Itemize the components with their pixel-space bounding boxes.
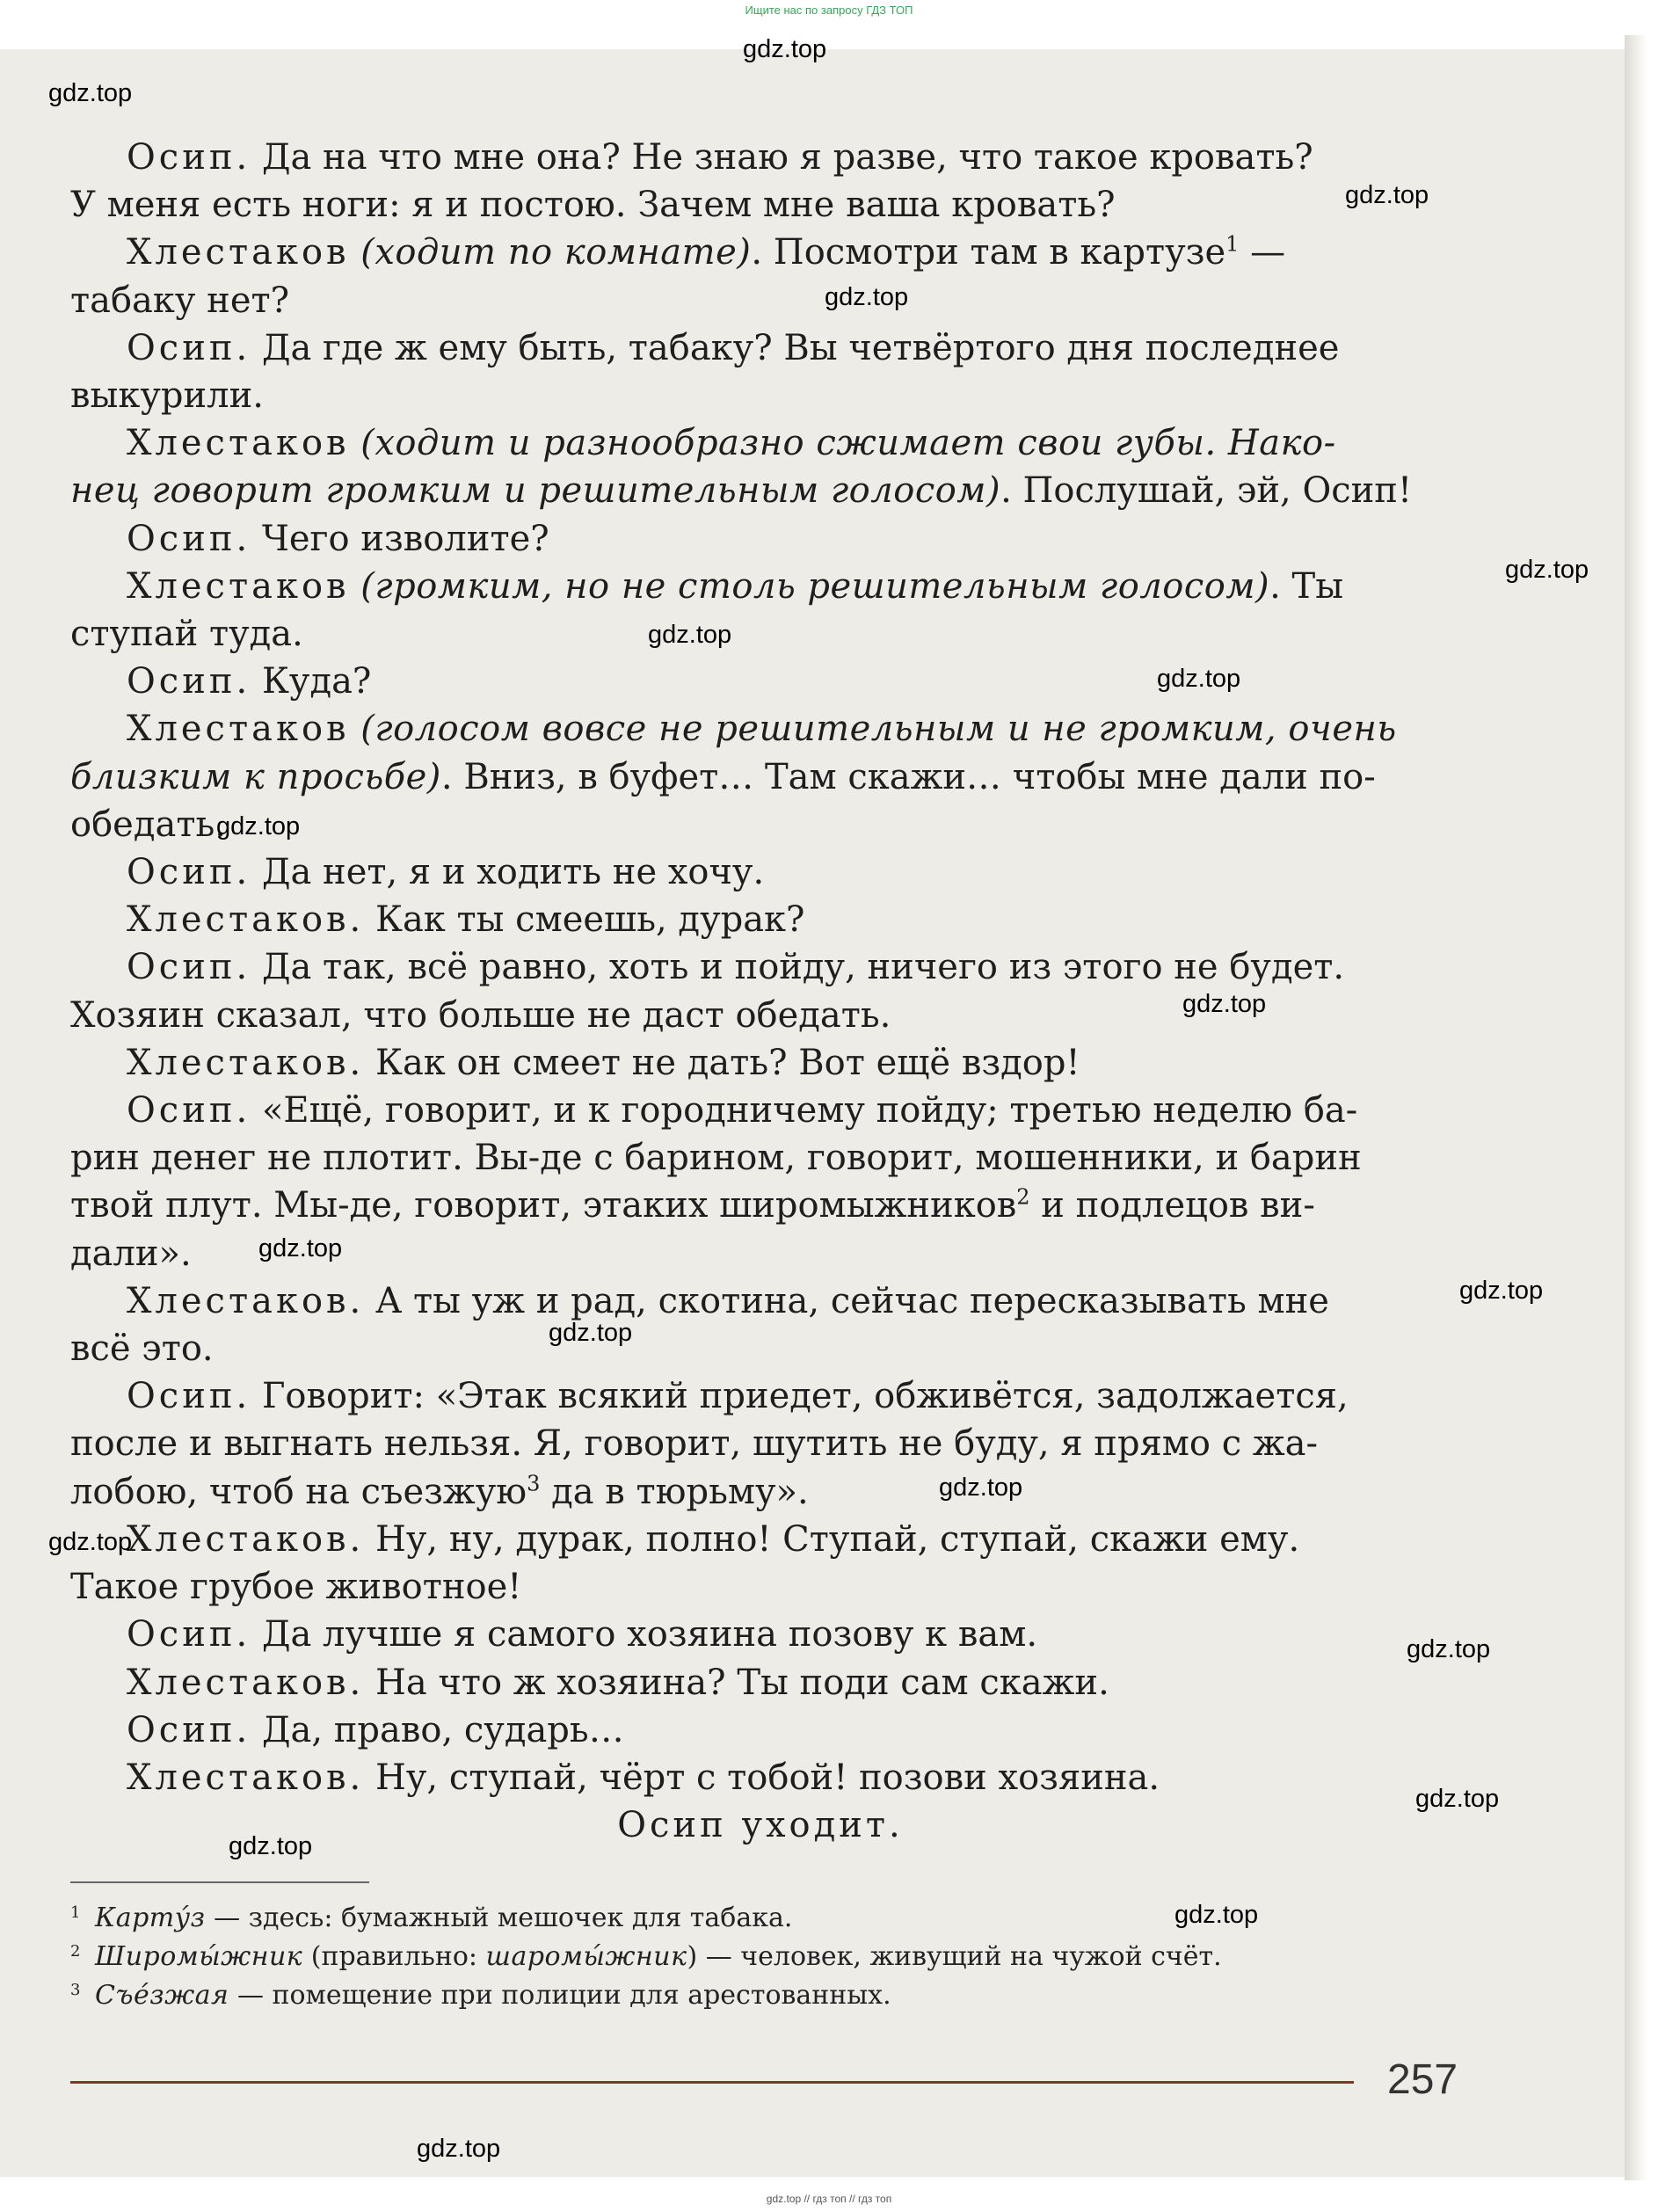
watermark: gdz.top — [825, 283, 909, 311]
speaker-name: Хлестаков. — [127, 1662, 365, 1703]
line-text: рин денег не плотит. Вы-де с барином, говорит, мошенники, и барин — [70, 1138, 1362, 1179]
watermark: gdz.top — [1157, 665, 1241, 693]
footnote-term: Карту́з — [95, 1903, 206, 1933]
line-text: На что ж хозяина? Ты поди сам скажи. — [364, 1662, 1109, 1703]
line-text: всё это. — [70, 1328, 214, 1370]
top-banner: Ищите нас по запросу ГДЗ ТОП — [745, 4, 913, 17]
speaker-name: Осип. — [127, 137, 251, 178]
line-text: Как он смеет не дать? Вот ещё вздор! — [364, 1042, 1080, 1083]
footnote-term: Широмы́жник — [95, 1941, 303, 1972]
text-line — [70, 467, 1451, 514]
text-line — [70, 1420, 1451, 1467]
line-text: Ну, ну, дурак, полно! Ступай, ступай, скажи ему. — [364, 1518, 1300, 1560]
speaker-name: Хлестаков. — [127, 1280, 365, 1321]
speaker-name: Осип. — [127, 1376, 251, 1417]
speaker-name: Хлестаков — [127, 709, 350, 750]
line-text: Ну, ступай, чёрт с тобой! позови хозяина. — [364, 1757, 1160, 1798]
footnote-term: Съе́зжая — [95, 1980, 229, 2011]
line-text: . Посмотри там в картузе — [751, 232, 1226, 273]
watermark: gdz.top — [549, 1319, 633, 1347]
text-line — [70, 1087, 1451, 1134]
speaker-name: Осип. — [127, 661, 251, 702]
text-line — [70, 1372, 1451, 1420]
watermark: gdz.top — [1174, 1901, 1259, 1929]
line-text — [350, 232, 361, 273]
watermark: gdz.top — [417, 2135, 501, 2163]
text-line — [70, 705, 1451, 753]
line-text: . Вниз, в буфет… Там скажи… чтобы мне дали по- — [440, 756, 1376, 797]
text-line — [70, 419, 1451, 467]
watermark: gdz.top — [216, 812, 301, 840]
text-line — [70, 943, 1451, 991]
line-text: Да так, всё равно, хоть и пойду, ничего из этого не будет. — [251, 947, 1345, 988]
line-text: ступай туда. — [70, 614, 303, 655]
line-text: Хозяин сказал, что больше не даст обедать. — [70, 994, 891, 1036]
text-line — [70, 658, 1451, 705]
line-text: дали». — [70, 1233, 192, 1274]
footnote-ref: 1 — [1225, 232, 1240, 258]
watermark: gdz.top — [1407, 1635, 1491, 1663]
line-text: Как ты смеешь, дурак? — [364, 899, 805, 941]
footnote-ref: 2 — [1016, 1185, 1030, 1211]
speaker-name: Осип. — [127, 852, 251, 893]
line-text: Осип уходит. — [617, 1805, 904, 1846]
line-text: Такое грубое животное! — [70, 1567, 522, 1608]
line-text: да в тюрьму». — [540, 1471, 809, 1512]
line-text: твой плут. Мы-де, говорит, этаких широмыжников — [70, 1185, 1017, 1226]
line-text — [350, 709, 361, 749]
text-line — [70, 1563, 1451, 1611]
text-line — [70, 1134, 1451, 1182]
footnote — [70, 1976, 1389, 2015]
speaker-name: Хлестаков. — [127, 899, 365, 941]
speaker-name: Осип. — [127, 327, 251, 368]
stage-remark: (громким, но не столь решительным голосом) — [360, 565, 1270, 607]
watermark: gdz.top — [1505, 556, 1589, 584]
footnote-rule — [70, 1881, 369, 1883]
line-text: . Ты — [1269, 565, 1344, 607]
text-line — [70, 324, 1451, 372]
line-text: обедать. — [70, 804, 226, 845]
line-text: после и выгнать нельзя. Я, говорит, шутить не буду, я прямо с жа- — [70, 1423, 1318, 1465]
watermark: gdz.top — [1345, 181, 1429, 209]
watermark: gdz.top — [743, 35, 827, 63]
footnote-text: — здесь: бумажный мешочек для табака. — [205, 1903, 793, 1933]
stage-remark: (ходит и разнообразно сжимает свои губы. Нако- — [360, 423, 1336, 464]
text-line — [70, 1039, 1451, 1087]
line-text — [350, 566, 361, 607]
line-text: Да на что мне она? Не знаю я разве, что такое кровать? — [251, 137, 1313, 178]
text-line — [70, 1468, 1451, 1516]
line-text: Да нет, я и ходить не хочу. — [251, 852, 765, 893]
text-line — [70, 753, 1451, 801]
footnote-number: 2 — [70, 1942, 81, 1961]
text-line — [70, 1277, 1451, 1325]
line-text: табаку нет? — [70, 280, 290, 321]
bottom-rule — [70, 2081, 1354, 2084]
text-line — [70, 1325, 1451, 1372]
speaker-name: Хлестаков. — [127, 1518, 365, 1560]
watermark: gdz.top — [939, 1473, 1023, 1502]
footnote-number: 1 — [70, 1903, 81, 1922]
text-line — [70, 1659, 1451, 1706]
text-line — [70, 1611, 1451, 1658]
text-line — [70, 610, 1451, 658]
text-line — [70, 181, 1451, 229]
line-text: Куда? — [251, 661, 372, 702]
stage-remark: (ходит по комнате) — [360, 232, 752, 273]
speaker-name: Осип. — [127, 1090, 251, 1131]
text-line — [70, 1182, 1451, 1229]
page-number: 257 — [1387, 2056, 1458, 2103]
stage-remark: нец говорит громким и решительным голосом) — [70, 470, 1001, 512]
line-text — [350, 423, 361, 463]
watermark: gdz.top — [1459, 1277, 1544, 1305]
speaker-name: Хлестаков — [127, 423, 350, 464]
text-line — [70, 277, 1451, 324]
footnote-text: — помещение при полиции для арестованных. — [229, 1980, 891, 2011]
line-text: Да, право, сударь… — [251, 1709, 624, 1750]
text-line — [70, 1706, 1451, 1754]
line-text: выкурили. — [70, 375, 264, 417]
bottom-banner: gdz.top // гдз топ // гдз топ — [766, 2193, 892, 2205]
text-line — [70, 563, 1451, 610]
line-text: У меня есть ноги: я и постою. Зачем мне ваша кровать? — [70, 185, 1116, 226]
line-text: . Послушай, эй, Осип! — [1000, 470, 1413, 512]
watermark: gdz.top — [648, 621, 732, 649]
line-text: — — [1239, 232, 1286, 273]
line-text: Да лучше я самого хозяина позову к вам. — [251, 1614, 1038, 1655]
footnote-number: 3 — [70, 1981, 81, 1999]
line-text: Чего изволите? — [251, 518, 549, 559]
line-text: А ты уж и рад, скотина, сейчас пересказывать мне — [364, 1280, 1329, 1321]
watermark: gdz.top — [229, 1832, 313, 1860]
speaker-name: Хлестаков — [127, 232, 350, 273]
text-line — [70, 896, 1451, 943]
speaker-name: Осип. — [127, 1614, 251, 1655]
line-text: лобою, чтоб на съезжую — [70, 1471, 527, 1512]
text-line — [70, 372, 1451, 419]
speaker-name: Осип. — [127, 947, 251, 988]
text-line — [70, 134, 1451, 181]
line-text: Говорит: «Этак всякий приедет, обживётся, задолжается, — [251, 1376, 1349, 1417]
speaker-name: Хлестаков. — [127, 1757, 365, 1798]
watermark: gdz.top — [258, 1234, 343, 1262]
footnote-ref: 3 — [527, 1471, 541, 1496]
watermark: gdz.top — [1415, 1785, 1500, 1813]
page-edge — [1625, 35, 1647, 2180]
line-text: «Ещё, говорит, и к городничему пойду; третью неделю ба- — [251, 1090, 1358, 1131]
speaker-name: Хлестаков — [127, 565, 350, 607]
watermark: gdz.top — [1182, 990, 1267, 1018]
stage-remark: (голосом вовсе не решительным и не громким, очень — [360, 709, 1397, 750]
stage-remark: близким к просьбе) — [70, 756, 441, 797]
text-line — [70, 229, 1451, 276]
text-line — [70, 1516, 1451, 1563]
footnote-text: (правильно: — [302, 1941, 486, 1972]
speaker-name: Осип. — [127, 518, 251, 559]
speaker-name: Хлестаков. — [127, 1042, 365, 1083]
speaker-name: Осип. — [127, 1709, 251, 1750]
footnote-text: ) — человек, живущий на чужой счёт. — [687, 1941, 1222, 1972]
footnote-term: шаромы́жник — [485, 1941, 687, 1972]
footnote — [70, 1938, 1389, 1976]
text-line — [70, 848, 1451, 896]
text-line — [70, 1754, 1451, 1801]
watermark: gdz.top — [48, 79, 133, 107]
watermark: gdz.top — [48, 1528, 133, 1556]
line-text: Да где ж ему быть, табаку? Вы четвёртого дня последнее — [251, 327, 1340, 368]
line-text: и подлецов ви- — [1029, 1185, 1315, 1226]
text-line — [70, 515, 1451, 563]
